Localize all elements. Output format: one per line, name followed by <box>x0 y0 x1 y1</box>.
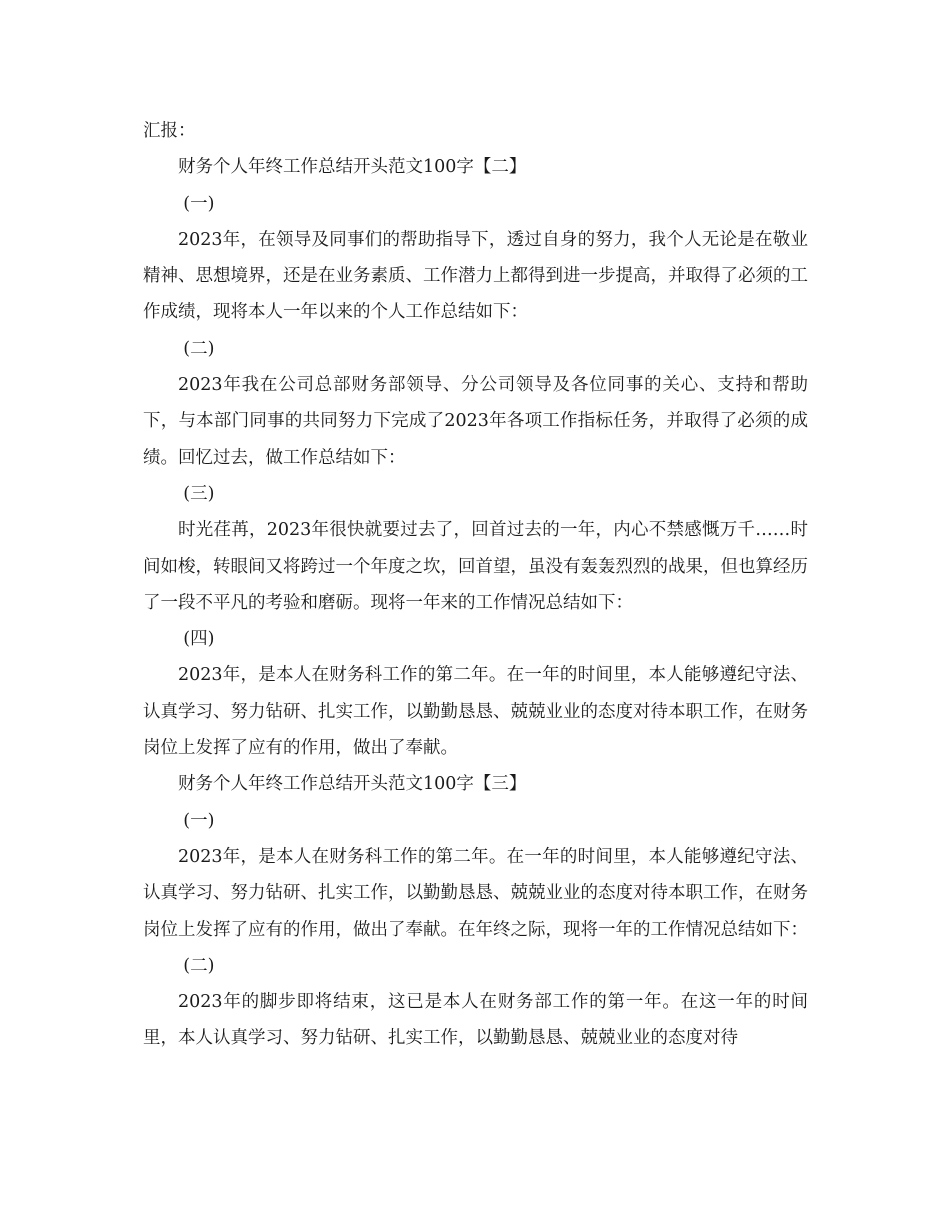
paragraph: 2023年，是本人在财务科工作的第二年。在一年的时间里，本人能够遵纪守法、认真学习、努力钻研、扎实工作，以勤勤恳恳、兢兢业业的态度对待本职工作，在财务岗位上发挥了应有的作用，做出了奉献。 <box>143 665 808 759</box>
paragraph-continuation: 汇报： <box>143 121 196 141</box>
paragraph: 2023年的脚步即将结束，这已是本人在财务部工作的第一年。在这一年的时间里，本人认真学习、努力钻研、扎实工作，以勤勤恳恳、兢兢业业的态度对待 <box>143 992 808 1049</box>
subsection-label: (一) <box>183 193 215 214</box>
section-heading-2: 财务个人年终工作总结开头范文100字【二】 <box>178 157 527 178</box>
subsection-label: (二) <box>183 955 215 976</box>
subsection-label: (一) <box>183 810 215 831</box>
subsection-label: (四) <box>183 629 215 650</box>
subsection-label: (三) <box>183 483 215 504</box>
paragraph: 时光荏苒，2023年很快就要过去了，回首过去的一年，内心不禁感慨万千……时间如梭，转眼间又将跨过一个年度之坎，回首望，虽没有轰轰烈烈的战果，但也算经历了一段不平凡的考验和磨砺。现将一年来的工作情况总结如下： <box>143 520 808 613</box>
paragraph: 2023年，在领导及同事们的帮助指导下，透过自身的努力，我个人无论是在敬业精神、思想境界，还是在业务素质、工作潜力上都得到进一步提高，并取得了必须的工作成绩，现将本人一年以来的个人工作总结如下： <box>143 229 808 323</box>
subsection-label: (二) <box>183 338 215 359</box>
document-body <box>143 113 808 1057</box>
paragraph: 2023年，是本人在财务科工作的第二年。在一年的时间里，本人能够遵纪守法、认真学习、努力钻研、扎实工作，以勤勤恳恳、兢兢业业的态度对待本职工作，在财务岗位上发挥了应有的作用，做出了奉献。在年终之际，现将一年的工作情况总结如下： <box>143 846 808 940</box>
paragraph: 2023年我在公司总部财务部领导、分公司领导及各位同事的关心、支持和帮助下，与本部门同事的共同努力下完成了2023年各项工作指标任务，并取得了必须的成绩。回忆过去，做工作总结如下： <box>143 375 808 468</box>
section-heading-3: 财务个人年终工作总结开头范文100字【三】 <box>178 774 527 795</box>
